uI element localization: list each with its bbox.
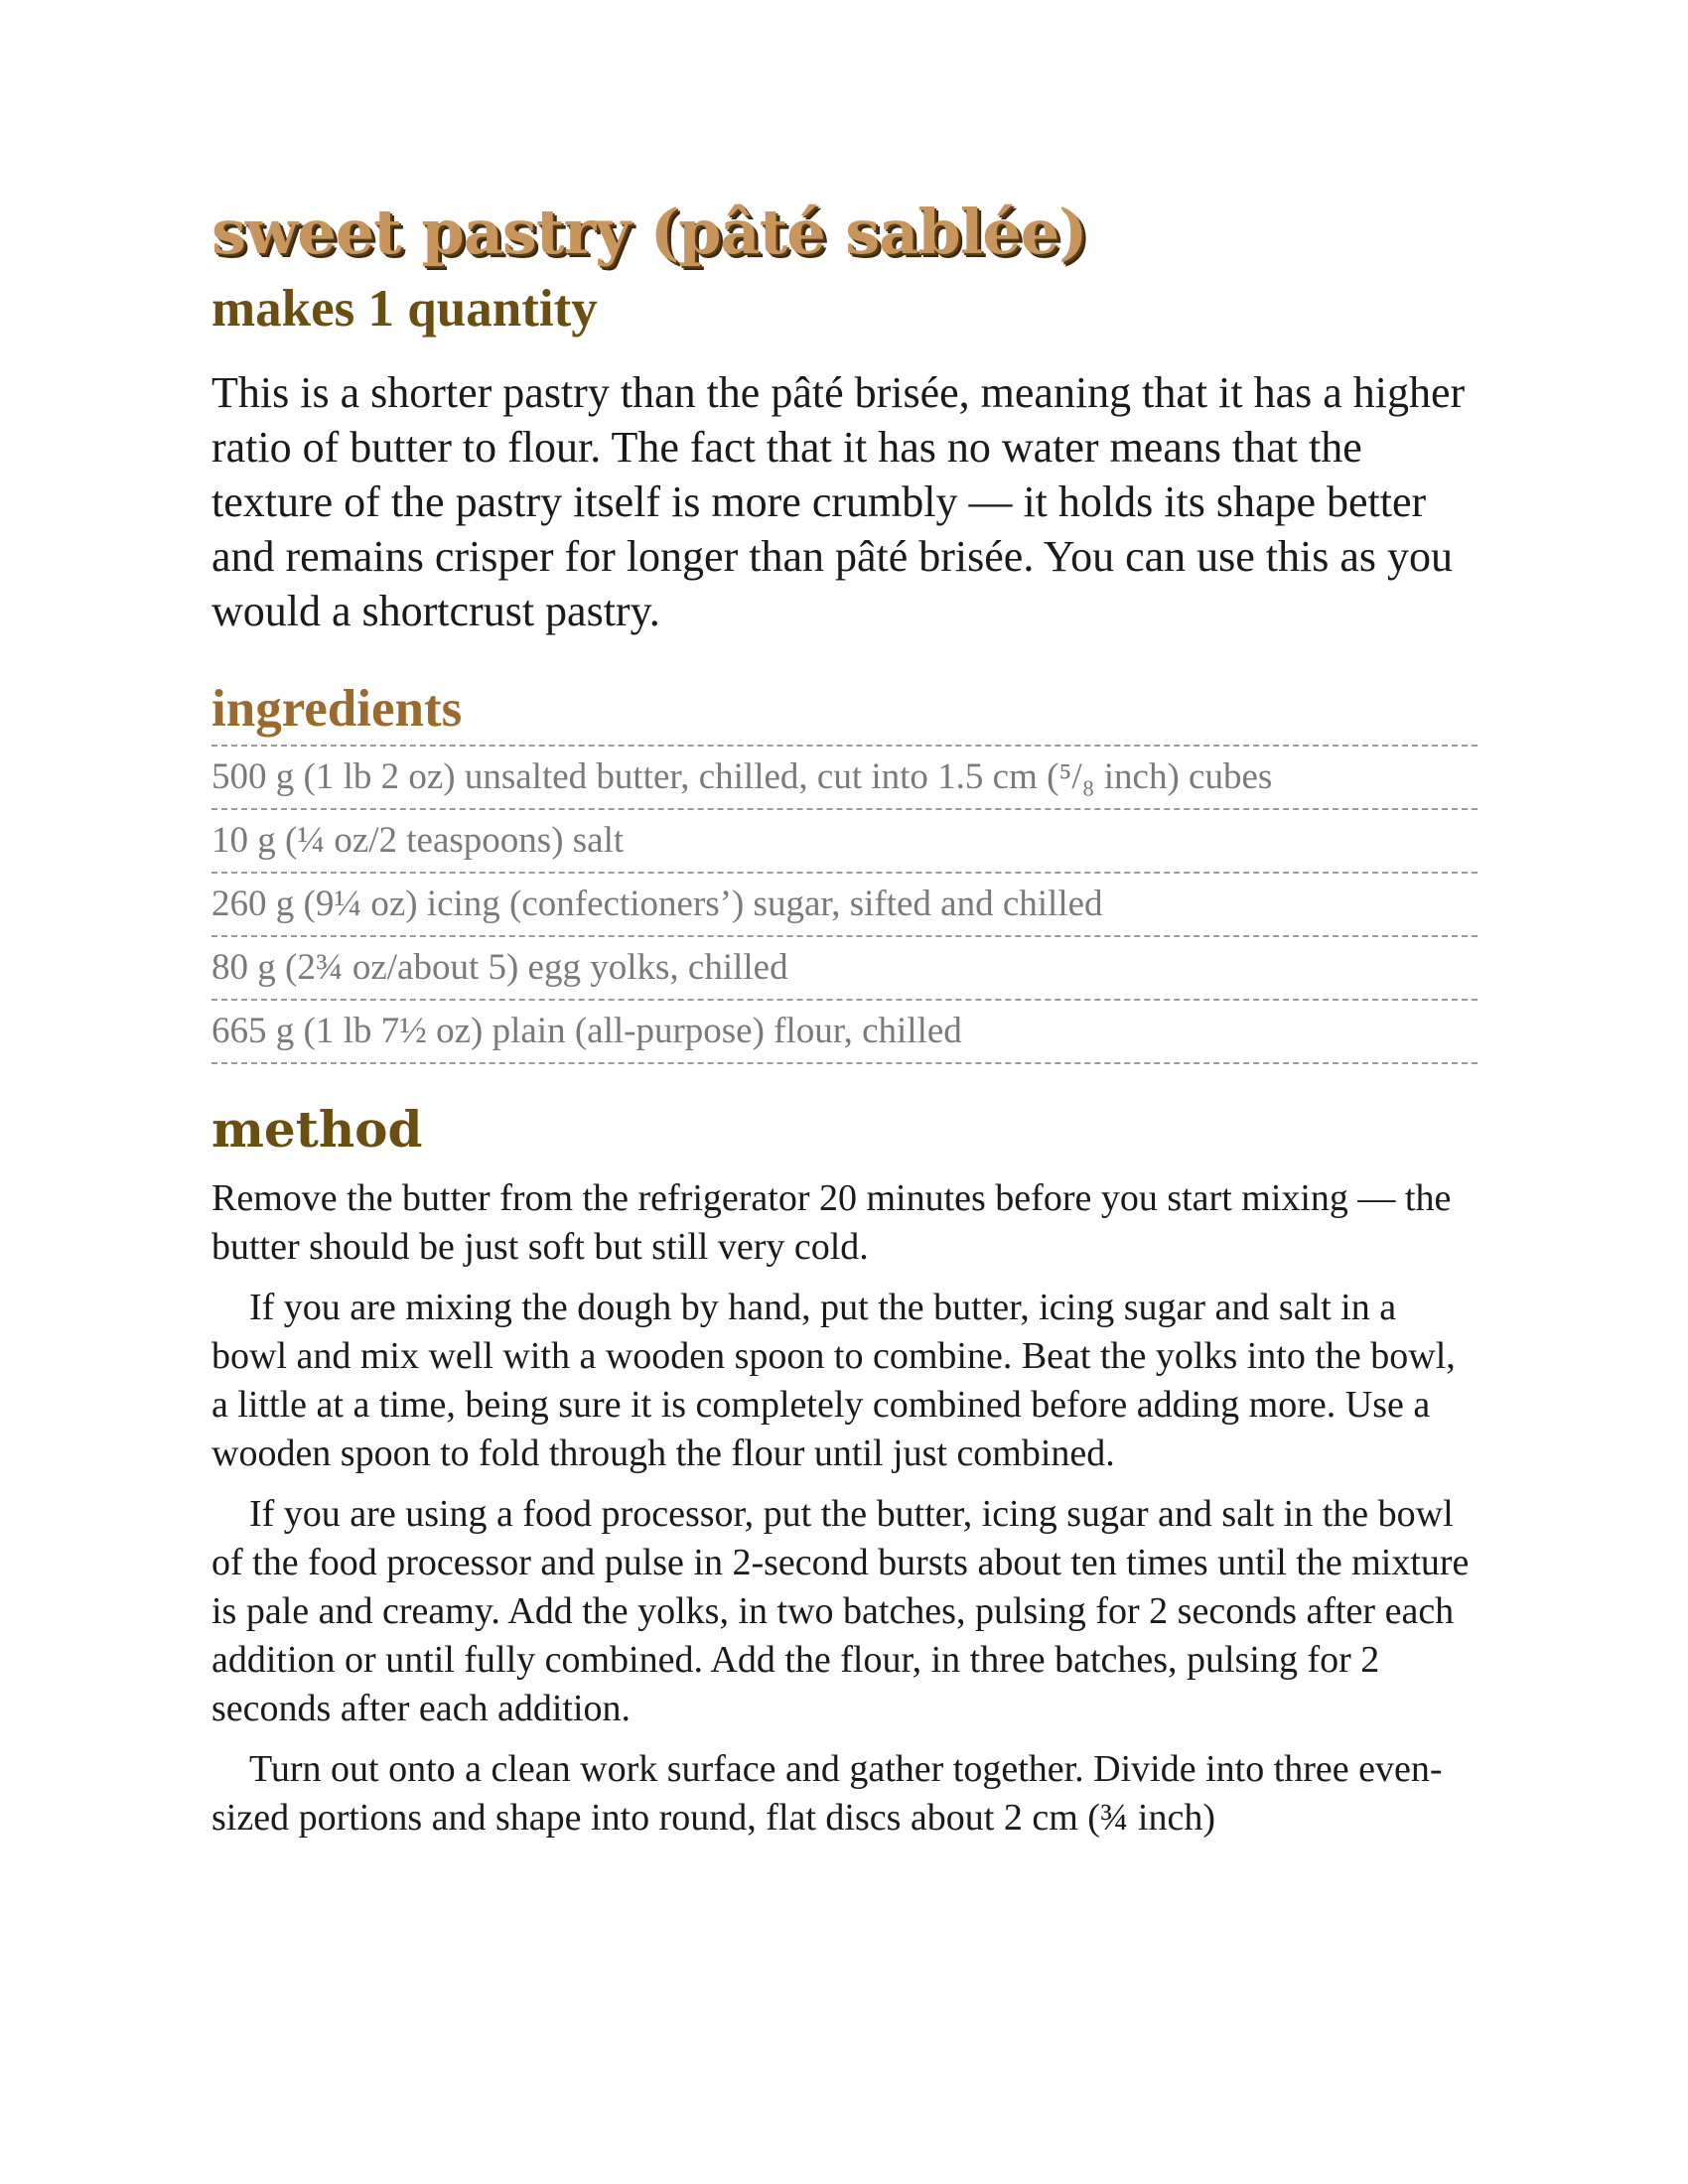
method-paragraph: If you are mixing the dough by hand, put the butter, icing sugar and salt in a bowl and mix well with a wooden spoon to combine. Beat the yolks into the bowl, a little at a time, being sure it is completely combined before adding more. Use a wooden spoon to fold through the flour until just combined. [211,1286,1456,1474]
recipe-title: sweet pastry (pâté sablée) [211,196,1087,268]
ingredient-item: 80 g (2¾ oz/about 5) egg yolks, chilled [211,937,1477,1001]
ingredient-item: 500 g (1 lb 2 oz) unsalted butter, chilled, cut into 1.5 cm (⁵/₈ inch) cubes [211,747,1477,810]
method-paragraph: Turn out onto a clean work surface and gather together. Divide into three even-sized portions and shape into round, flat discs about 2 cm (¾ inch) [211,1747,1443,1839]
ingredient-item: 260 g (9¼ oz) icing (confectioners’) sugar, sifted and chilled [211,874,1477,937]
method-paragraph: Remove the butter from the refrigerator 20 minutes before you start mixing — the butter should be just soft but still very cold. [211,1176,1452,1268]
method-heading: method [211,1099,423,1159]
method-section [211,1174,1477,1843]
ingredient-item: 665 g (1 lb 7½ oz) plain (all-purpose) flour, chilled [211,1001,1477,1064]
recipe-page [211,196,1477,1854]
ingredients-list [211,745,1477,1064]
ingredients-heading: ingredients [211,680,463,739]
method-paragraph: If you are using a food processor, put the butter, icing sugar and salt in the bowl of the food processor and pulse in 2-second bursts about ten times until the mixture is pale and creamy. Add the yolks, in two batches, pulsing for 2 seconds after each addition or until fully combined. Add the flour, in three batches, pulsing for 2 seconds after each addition. [211,1492,1470,1729]
recipe-intro: This is a shorter pastry than the pâté brisée, meaning that it has a higher ratio of butter to flour. The fact that it has no water means that the texture of the pastry itself is more crumbly — it holds its shape better and remains crisper for longer than pâté brisée. You can use this as you would a shortcrust pastry. [211,368,1466,636]
recipe-yield: makes 1 quantity [211,280,598,339]
ingredient-item: 10 g (¼ oz/2 teaspoons) salt [211,810,1477,874]
